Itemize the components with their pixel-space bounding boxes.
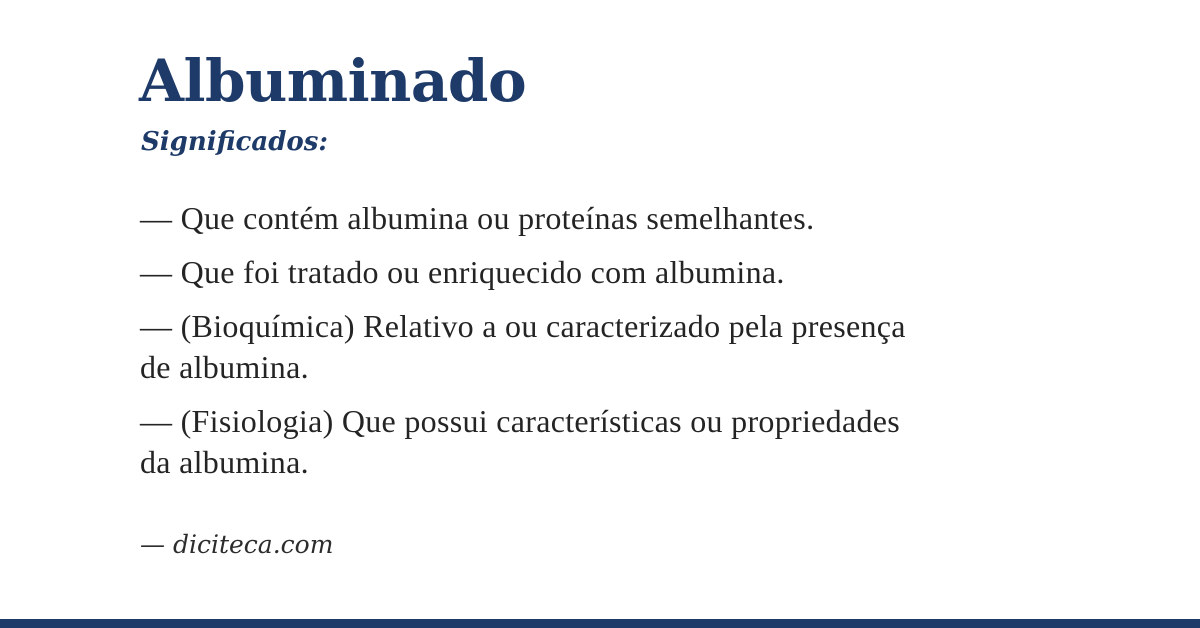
definition-line: — Que foi tratado ou enriquecido com albumina. xyxy=(140,254,785,290)
page-title: Albuminado xyxy=(139,47,527,115)
definition-line: — Que contém albumina ou proteínas semelhantes. xyxy=(140,200,815,236)
definition-line: da albumina. xyxy=(140,444,309,480)
bottom-accent-bar xyxy=(0,619,1200,628)
definition-line: de albumina. xyxy=(140,349,309,385)
meanings-heading: Significados: xyxy=(141,127,328,157)
definition-item xyxy=(140,198,1100,239)
definition-line: — (Bioquímica) Relativo a ou caracterizado pela presença xyxy=(140,308,906,344)
attribution: — diciteca.com xyxy=(140,530,334,559)
definitions-list xyxy=(140,198,1100,496)
definition-item xyxy=(140,306,1100,388)
definition-item xyxy=(140,401,1100,483)
definition-item xyxy=(140,252,1100,293)
definition-line: — (Fisiologia) Que possui características ou propriedades xyxy=(140,403,901,439)
